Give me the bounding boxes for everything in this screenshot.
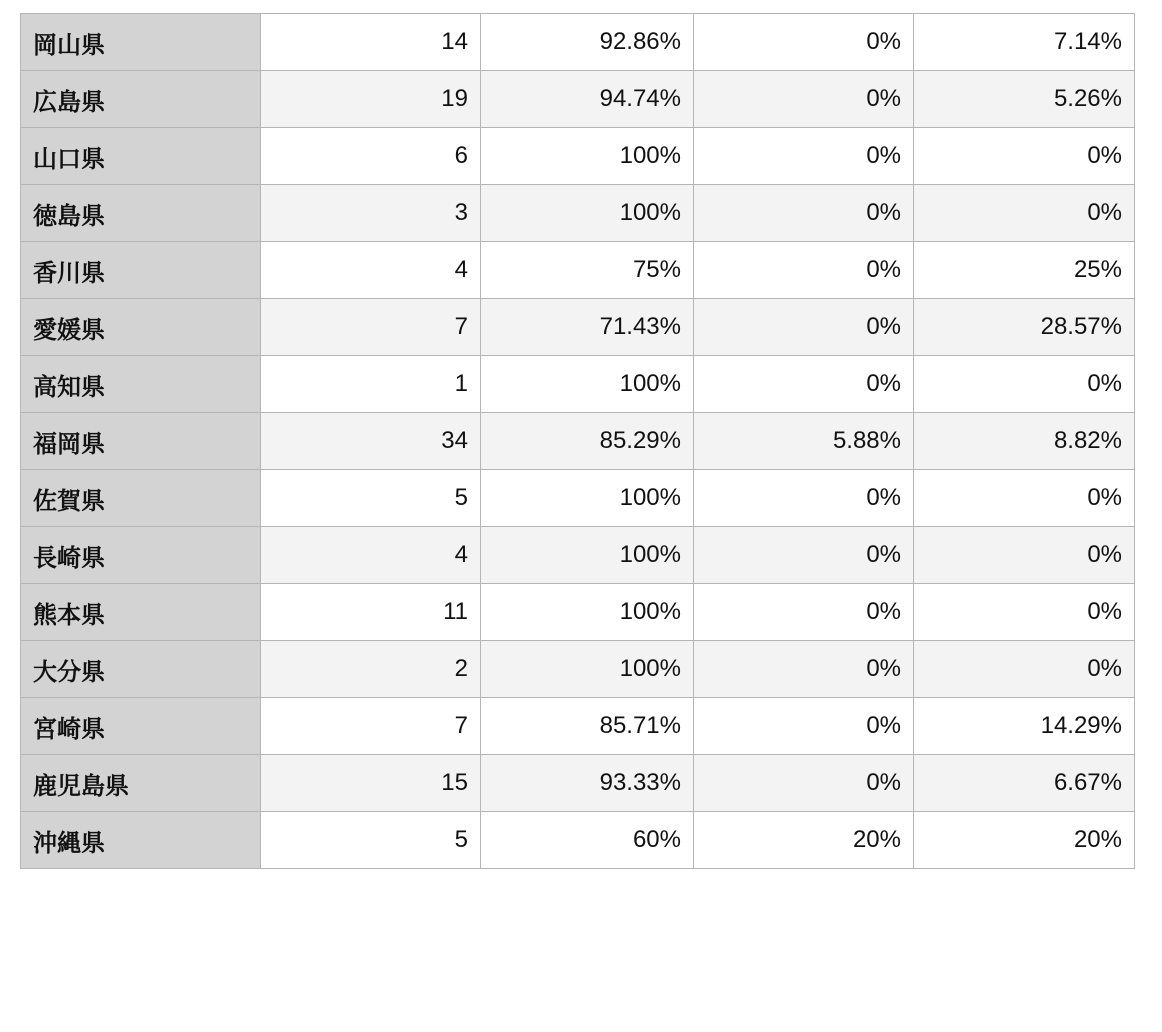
count-cell: 5: [261, 812, 481, 869]
table-row: [21, 413, 1135, 470]
table-row: [21, 698, 1135, 755]
percent-a-cell: 100%: [481, 470, 694, 527]
percent-b-cell: 0%: [694, 698, 914, 755]
percent-a-cell: 92.86%: [481, 14, 694, 71]
prefecture-name-cell: 熊本県: [21, 584, 261, 641]
prefecture-name-cell: 福岡県: [21, 413, 261, 470]
table-row: [21, 128, 1135, 185]
count-cell: 3: [261, 185, 481, 242]
percent-b-cell: 5.88%: [694, 413, 914, 470]
percent-a-cell: 100%: [481, 185, 694, 242]
prefecture-name-cell: 香川県: [21, 242, 261, 299]
percent-b-cell: 0%: [694, 71, 914, 128]
percent-a-cell: 85.29%: [481, 413, 694, 470]
count-cell: 4: [261, 527, 481, 584]
percent-b-cell: 0%: [694, 128, 914, 185]
percent-c-cell: 14.29%: [914, 698, 1135, 755]
prefecture-name-cell: 岡山県: [21, 14, 261, 71]
prefecture-name-cell: 沖縄県: [21, 812, 261, 869]
count-cell: 4: [261, 242, 481, 299]
percent-a-cell: 100%: [481, 356, 694, 413]
count-cell: 5: [261, 470, 481, 527]
percent-b-cell: 0%: [694, 641, 914, 698]
prefecture-name-cell: 佐賀県: [21, 470, 261, 527]
percent-c-cell: 7.14%: [914, 14, 1135, 71]
table-row: [21, 812, 1135, 869]
percent-c-cell: 0%: [914, 185, 1135, 242]
percent-c-cell: 5.26%: [914, 71, 1135, 128]
count-cell: 34: [261, 413, 481, 470]
percent-a-cell: 71.43%: [481, 299, 694, 356]
table-body: [21, 14, 1135, 869]
percent-c-cell: 0%: [914, 527, 1135, 584]
count-cell: 1: [261, 356, 481, 413]
prefecture-name-cell: 長崎県: [21, 527, 261, 584]
prefecture-table: [20, 13, 1135, 869]
prefecture-name-cell: 宮崎県: [21, 698, 261, 755]
percent-c-cell: 25%: [914, 242, 1135, 299]
percent-c-cell: 0%: [914, 470, 1135, 527]
prefecture-name-cell: 広島県: [21, 71, 261, 128]
count-cell: 2: [261, 641, 481, 698]
prefecture-name-cell: 大分県: [21, 641, 261, 698]
table-row: [21, 356, 1135, 413]
percent-a-cell: 94.74%: [481, 71, 694, 128]
percent-b-cell: 20%: [694, 812, 914, 869]
percent-c-cell: 0%: [914, 356, 1135, 413]
percent-b-cell: 0%: [694, 356, 914, 413]
percent-b-cell: 0%: [694, 584, 914, 641]
percent-a-cell: 75%: [481, 242, 694, 299]
percent-a-cell: 100%: [481, 128, 694, 185]
percent-c-cell: 0%: [914, 584, 1135, 641]
count-cell: 11: [261, 584, 481, 641]
table-row: [21, 185, 1135, 242]
count-cell: 7: [261, 698, 481, 755]
percent-a-cell: 85.71%: [481, 698, 694, 755]
percent-c-cell: 6.67%: [914, 755, 1135, 812]
percent-a-cell: 93.33%: [481, 755, 694, 812]
percent-a-cell: 60%: [481, 812, 694, 869]
percent-a-cell: 100%: [481, 527, 694, 584]
percent-c-cell: 0%: [914, 641, 1135, 698]
prefecture-name-cell: 徳島県: [21, 185, 261, 242]
percent-c-cell: 8.82%: [914, 413, 1135, 470]
count-cell: 15: [261, 755, 481, 812]
percent-b-cell: 0%: [694, 527, 914, 584]
count-cell: 7: [261, 299, 481, 356]
prefecture-name-cell: 山口県: [21, 128, 261, 185]
percent-b-cell: 0%: [694, 242, 914, 299]
table-row: [21, 527, 1135, 584]
percent-b-cell: 0%: [694, 470, 914, 527]
table-row: [21, 755, 1135, 812]
percent-b-cell: 0%: [694, 14, 914, 71]
count-cell: 19: [261, 71, 481, 128]
prefecture-name-cell: 愛媛県: [21, 299, 261, 356]
table-row: [21, 584, 1135, 641]
prefecture-name-cell: 鹿児島県: [21, 755, 261, 812]
percent-b-cell: 0%: [694, 755, 914, 812]
percent-c-cell: 28.57%: [914, 299, 1135, 356]
percent-c-cell: 20%: [914, 812, 1135, 869]
count-cell: 14: [261, 14, 481, 71]
percent-c-cell: 0%: [914, 128, 1135, 185]
table-row: [21, 299, 1135, 356]
table-row: [21, 641, 1135, 698]
percent-b-cell: 0%: [694, 185, 914, 242]
table-row: [21, 470, 1135, 527]
table-row: [21, 71, 1135, 128]
percent-b-cell: 0%: [694, 299, 914, 356]
table-row: [21, 242, 1135, 299]
percent-a-cell: 100%: [481, 641, 694, 698]
percent-a-cell: 100%: [481, 584, 694, 641]
prefecture-name-cell: 高知県: [21, 356, 261, 413]
count-cell: 6: [261, 128, 481, 185]
table-row: [21, 14, 1135, 71]
